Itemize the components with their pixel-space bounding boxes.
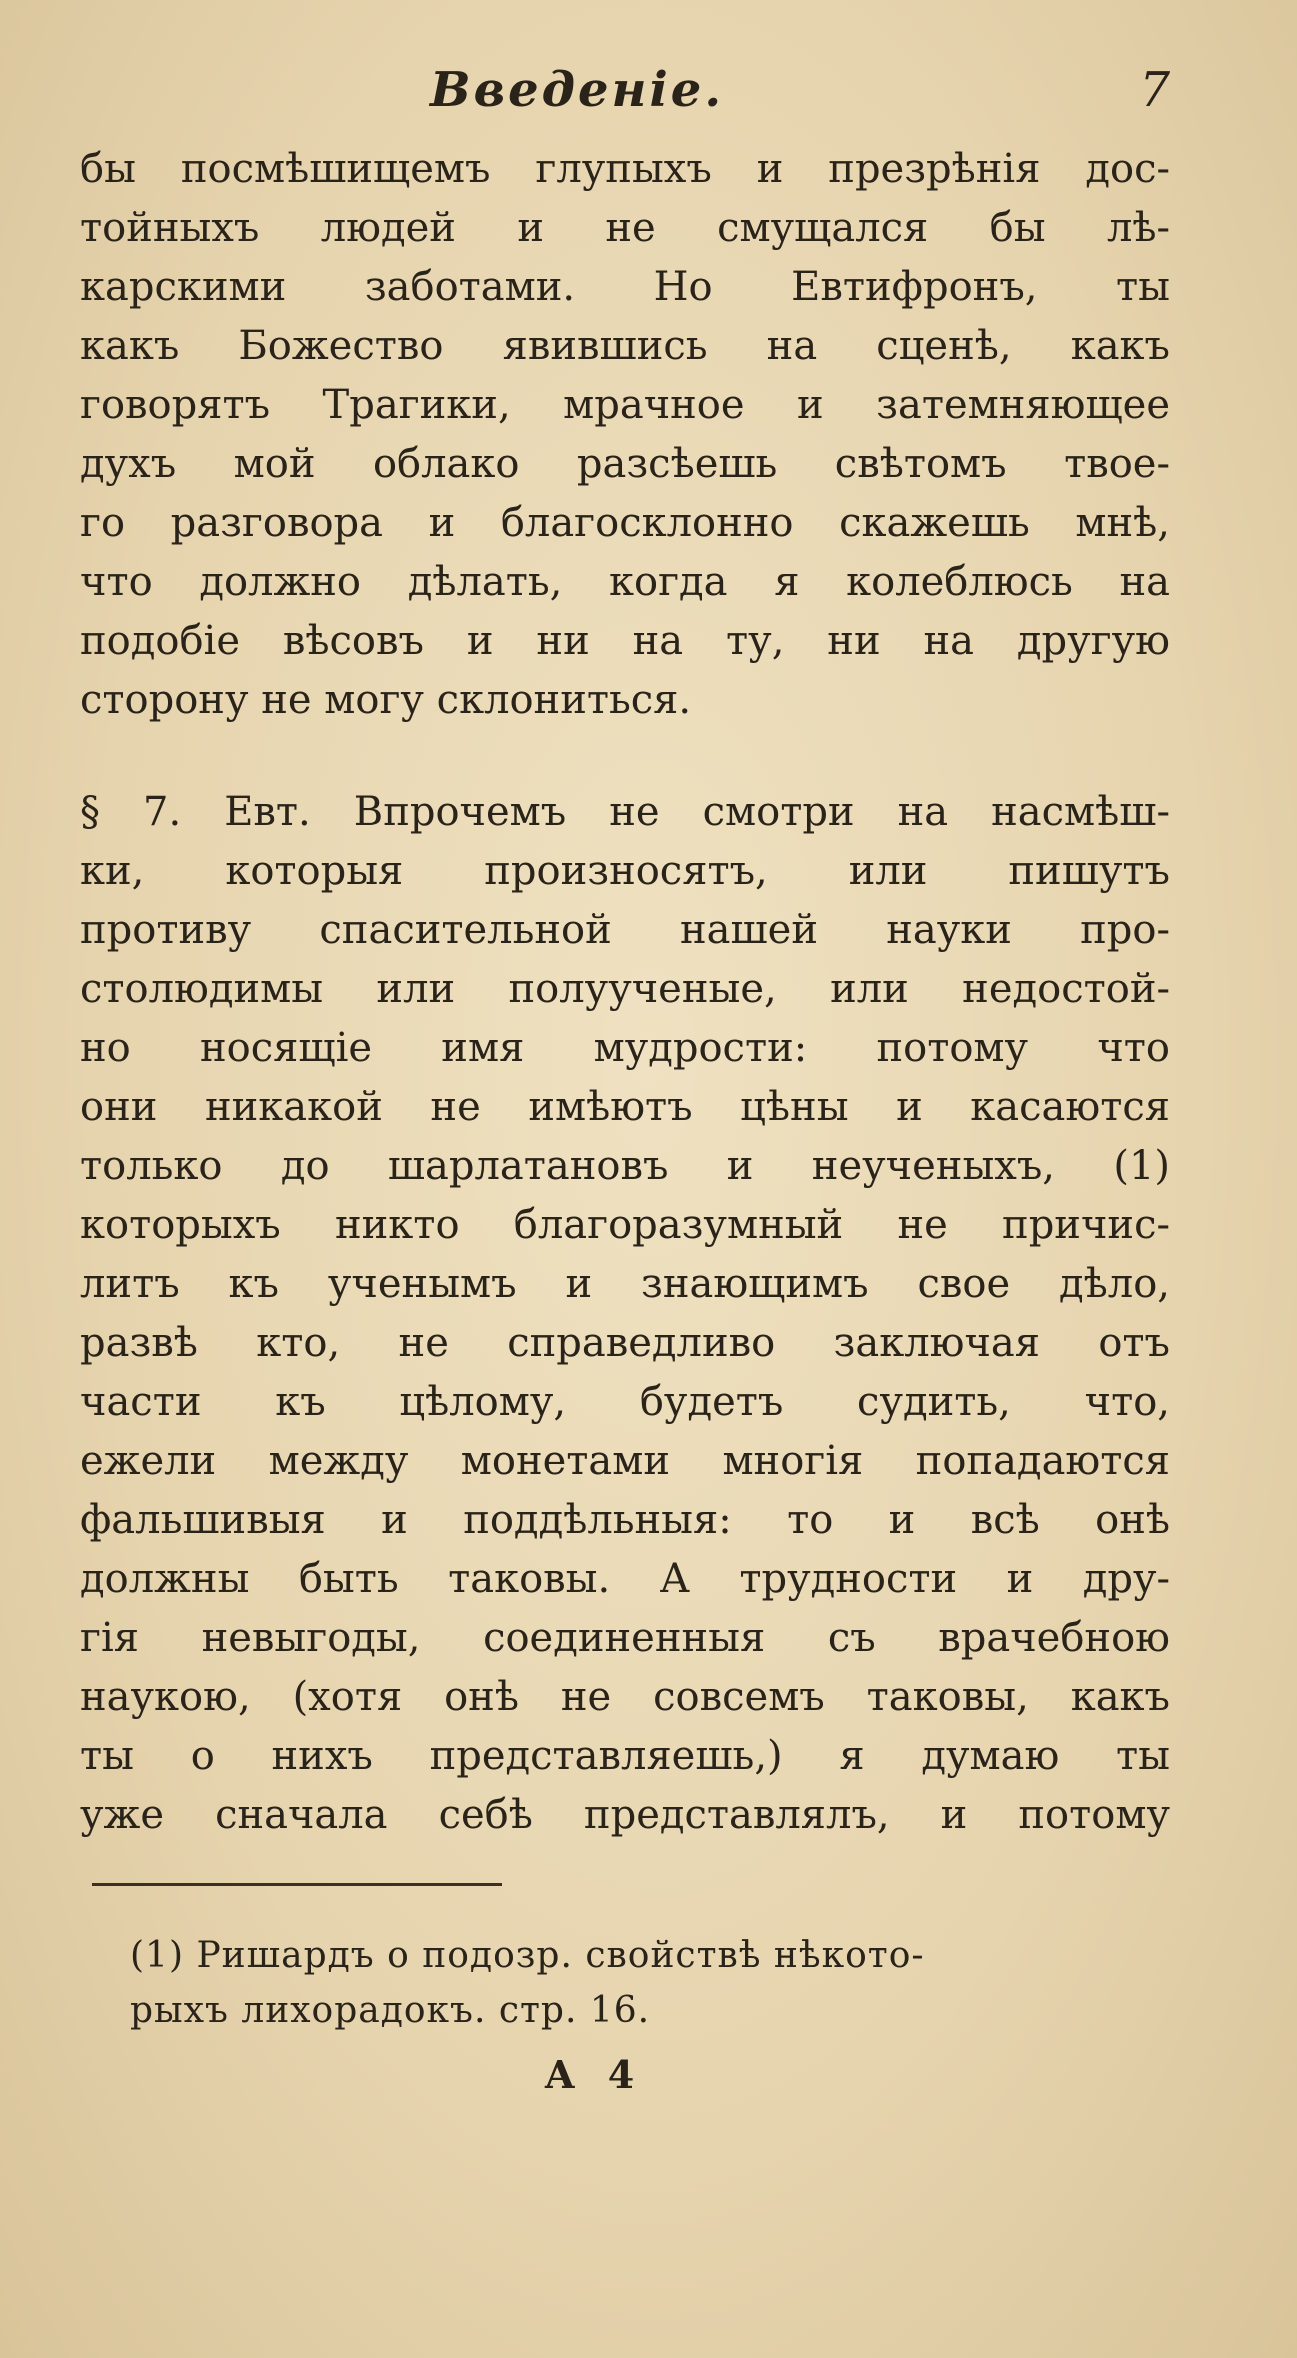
text-line: но носящiе имя мудрости: потому что: [80, 1025, 1170, 1071]
footnote-line: рыхъ лихорадокъ. стр. 16.: [130, 1990, 651, 2031]
text-line: должны быть таковы. А трудности и дру-: [80, 1556, 1170, 1602]
paragraph-2: [80, 783, 1170, 1845]
text-line: противу спасительной нашей науки про-: [80, 907, 1170, 953]
page-number: 7: [1139, 62, 1170, 118]
paragraph-1: [80, 140, 1170, 730]
text-line: столюдимы или полуученые, или недостой-: [80, 966, 1170, 1012]
text-line: карскими заботами. Но Евтифронъ, ты: [80, 264, 1170, 310]
text-line: наукою, (хотя онѣ не совсемъ таковы, какъ: [80, 1674, 1170, 1720]
text-line: фальшивыя и поддѣльныя: то и всѣ онѣ: [80, 1497, 1170, 1543]
text-line: говорятъ Трагики, мрачное и затемняющее: [80, 382, 1170, 428]
text-line: го разговора и благосклонно скажешь мнѣ,: [80, 500, 1170, 546]
text-line: что должно дѣлать, когда я колеблюсь на: [80, 559, 1170, 605]
footnote-line: (1) Ришардъ о подозр. свойствѣ нѣкото-: [130, 1935, 925, 1976]
main-text: [80, 140, 1170, 1845]
text-line: ты о нихъ представляешь,) я думаю ты: [80, 1733, 1170, 1779]
page-header: [80, 62, 1170, 122]
text-line: тойныхъ людей и не смущался бы лѣ-: [80, 205, 1170, 251]
text-line: духъ мой облако разсѣешь свѣтомъ твое-: [80, 441, 1170, 487]
text-line: уже сначала себѣ представлялъ, и потому: [80, 1792, 1170, 1838]
printer-signature: A 4: [545, 2052, 645, 2097]
footnote-rule: [92, 1883, 502, 1886]
text-line: литъ къ ученымъ и знающимъ свое дѣло,: [80, 1261, 1170, 1307]
text-line: подобiе вѣсовъ и ни на ту, ни на другую: [80, 618, 1170, 664]
footnote: [130, 1928, 1170, 2038]
text-line: ки, которыя произносятъ, или пишутъ: [80, 848, 1170, 894]
text-line: развѣ кто, не справедливо заключая отъ: [80, 1320, 1170, 1366]
text-line: сторону не могу склониться.: [80, 677, 692, 723]
text-line: § 7. Евт. Впрочемъ не смотри на насмѣш-: [80, 789, 1170, 835]
text-line: какъ Божество явившись на сценѣ, какъ: [80, 323, 1170, 369]
text-line: они никакой не имѣютъ цѣны и касаются: [80, 1084, 1170, 1130]
text-line: которыхъ никто благоразумный не причис-: [80, 1202, 1170, 1248]
text-line: ежели между монетами многiя попадаются: [80, 1438, 1170, 1484]
text-line: гiя невыгоды, соединенныя съ врачебною: [80, 1615, 1170, 1661]
text-line: части къ цѣлому, будетъ судить, что,: [80, 1379, 1170, 1425]
running-title: Введенiе.: [430, 62, 725, 118]
text-line: только до шарлатановъ и неученыхъ, (1): [80, 1143, 1170, 1189]
text-line: бы посмѣшищемъ глупыхъ и презрѣнiя дос-: [80, 146, 1170, 192]
